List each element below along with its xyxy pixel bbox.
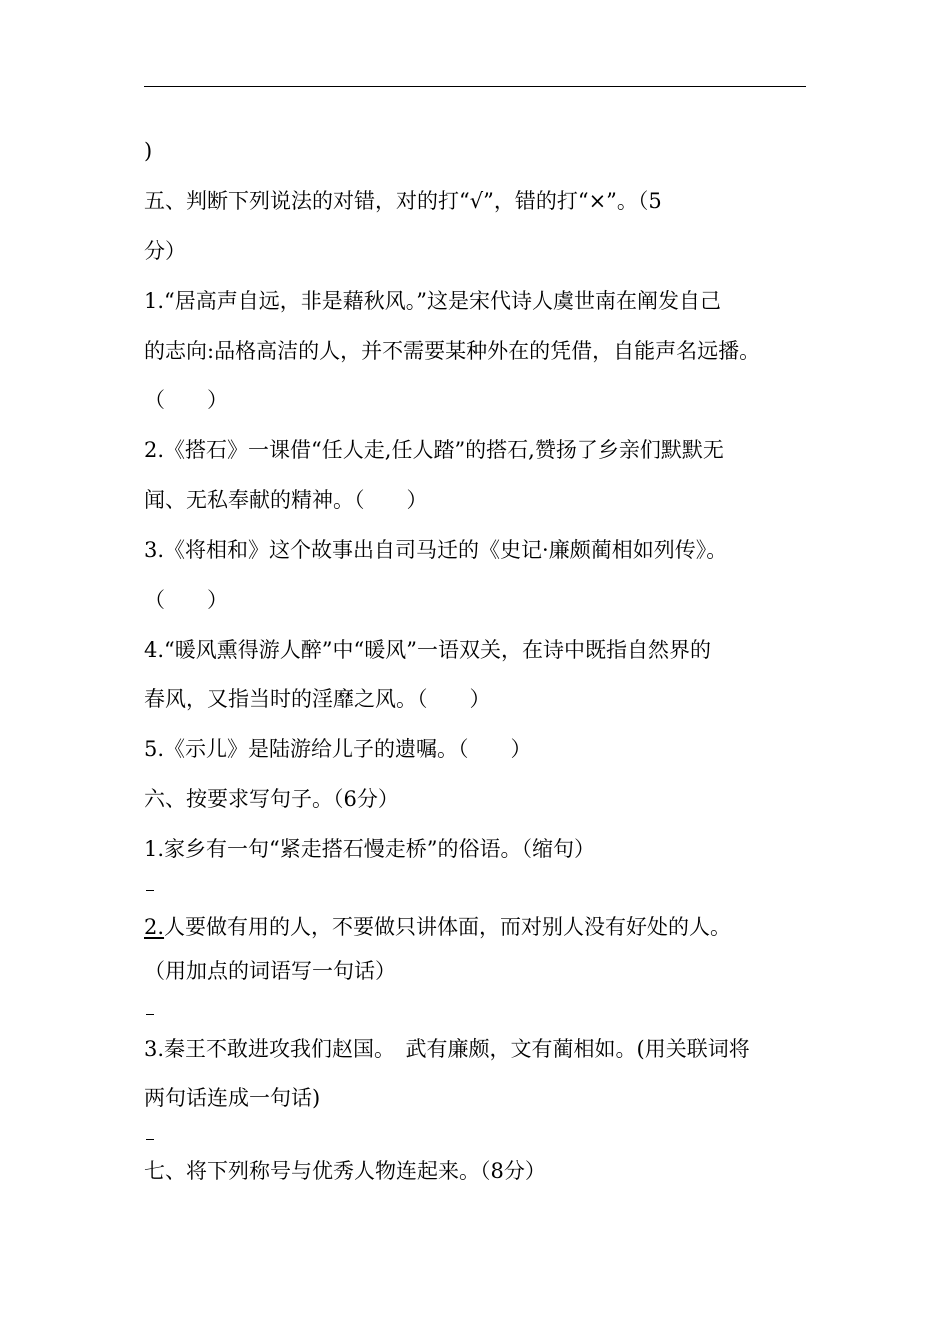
question-6-2-cont: （用加点的词语写一句话） [144,959,396,983]
answer-blank-6-2 [146,1014,154,1015]
question-6-2-text: 人要做有用的人，不要做只讲体面，而对别人没有好处的人。 [164,915,732,939]
question-5-2-cont: 闻、无私奉献的精神。（ ） [144,488,428,512]
section-six-heading: 六、按要求写句子。（6分） [144,787,399,811]
question-5-1-cont: 的志向:品格高洁的人，并不需要某种外在的凭借，自能声名远播。 [144,339,761,363]
question-5-4-cont: 春风，又指当时的淫靡之风。（ ） [144,687,491,711]
text-line-closing-paren: ) [144,139,153,163]
question-6-1: 1.家乡有一句“紧走搭石慢走桥”的俗语。（缩句） [144,837,596,861]
question-6-2-number: 2. [144,915,165,939]
answer-paren-5-1: （ ） [144,388,228,412]
section-five-heading: 五、判断下列说法的对错，对的打“√”，错的打“×”。（5 [144,189,662,213]
question-5-1: 1.“居高声自远，非是藉秋风。”这是宋代诗人虞世南在阐发自己 [144,289,722,313]
header-rule [144,86,806,87]
question-5-4: 4.“暖风熏得游人醉”中“暖风”一语双关，在诗中既指自然界的 [144,638,711,662]
question-6-3-cont: 两句话连成一句话) [144,1086,321,1110]
answer-blank-6-1 [146,890,154,891]
section-seven-heading: 七、将下列称号与优秀人物连起来。（8分） [144,1159,546,1183]
answer-blank-6-3 [146,1139,154,1140]
question-6-2 [144,912,731,942]
question-5-5: 5.《示儿》是陆游给儿子的遗嘱。（ ） [144,737,532,761]
answer-paren-5-3: （ ） [144,588,228,612]
question-5-2: 2.《搭石》一课借“任人走,任人踏”的搭石,赞扬了乡亲们默默无 [144,438,724,462]
question-6-3: 3.秦王不敢进攻我们赵国。 武有廉颇，文有蔺相如。(用关联词将 [144,1037,750,1061]
section-five-heading-cont: 分） [144,239,186,263]
question-5-3: 3.《将相和》这个故事出自司马迁的《史记·廉颇蔺相如列传》。 [144,538,728,562]
